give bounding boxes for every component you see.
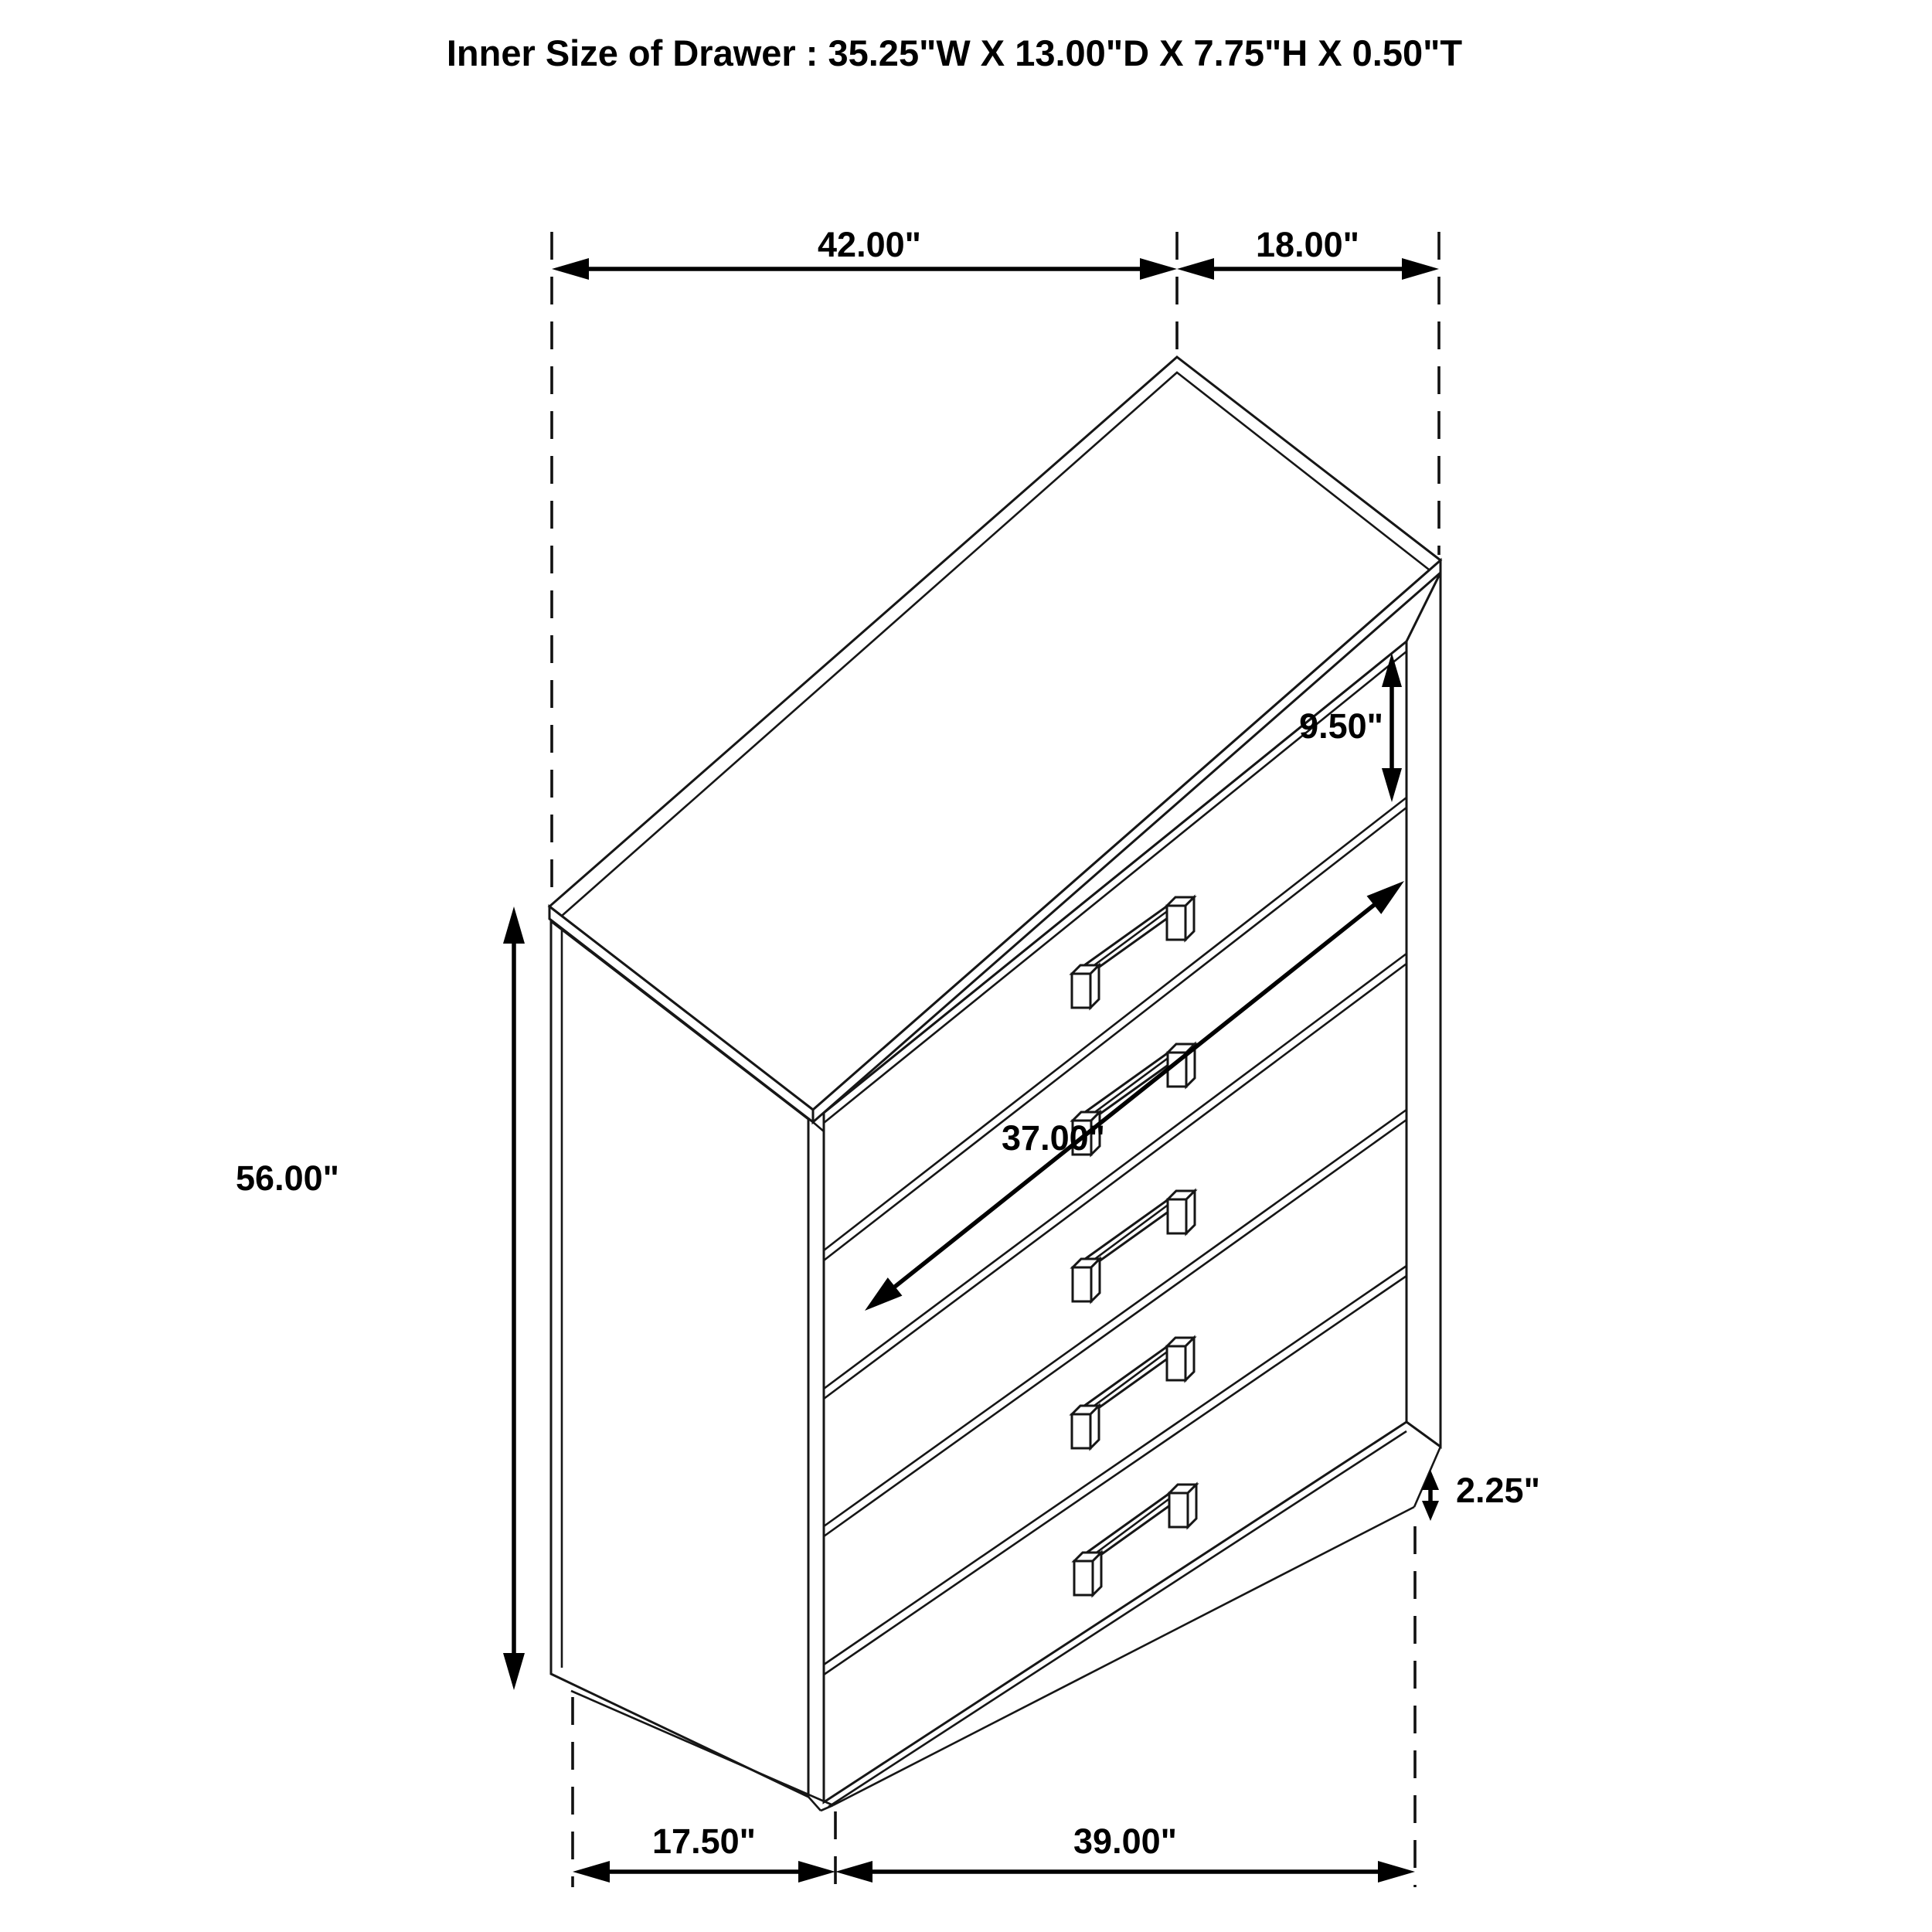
dim-label-base-width: 39.00" bbox=[1073, 1821, 1177, 1861]
dim-arrow-base-width bbox=[835, 1861, 1415, 1883]
dim-label-base-depth: 17.50" bbox=[652, 1821, 756, 1861]
dim-label-drawer-face-width: 37.00" bbox=[1002, 1118, 1105, 1158]
dim-label-first-drawer-height: 9.50" bbox=[1299, 706, 1383, 746]
dim-arrow-overall-height bbox=[503, 906, 525, 1690]
dim-arrow-base-height bbox=[1422, 1470, 1439, 1521]
right-edge-strip bbox=[1406, 573, 1440, 1447]
dim-label-base-height: 2.25" bbox=[1456, 1471, 1540, 1510]
dim-arrow-base-depth bbox=[573, 1861, 835, 1883]
diagram-title: Inner Size of Drawer : 35.25"W X 13.00"D X 7.75"H X 0.50"T bbox=[446, 32, 1463, 73]
dim-label-top-width: 42.00" bbox=[818, 225, 921, 264]
dim-label-top-depth: 18.00" bbox=[1256, 225, 1359, 264]
chest-body bbox=[549, 357, 1440, 1811]
dim-label-overall-height: 56.00" bbox=[236, 1158, 339, 1198]
